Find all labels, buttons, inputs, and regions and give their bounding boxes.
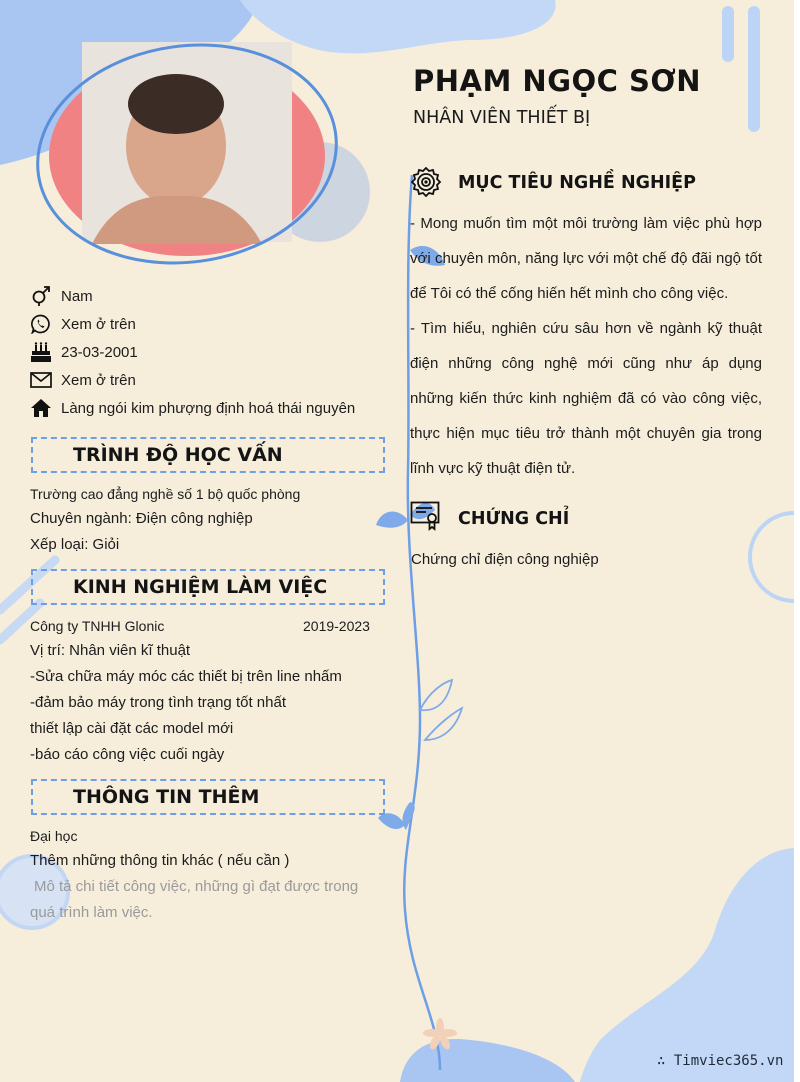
certificate-icon xyxy=(410,501,442,536)
experience-heading: KINH NGHIỆM LÀM VIỆC xyxy=(73,576,328,598)
bottom-blob xyxy=(400,1039,575,1082)
education-school: Trường cao đẳng nghề số 1 bộ quốc phòng xyxy=(30,486,301,502)
education-rank: Xếp loại: Giỏi xyxy=(30,536,120,553)
extra-heading-box xyxy=(31,779,385,815)
target-gear-icon xyxy=(410,166,442,203)
contact-birthday xyxy=(30,338,138,366)
experience-detail: -báo cáo công việc cuối ngày xyxy=(30,746,225,763)
whatsapp-icon xyxy=(30,313,52,335)
candidate-name: PHẠM NGỌC SƠN xyxy=(413,64,702,98)
job-title: NHÂN VIÊN THIẾT BỊ xyxy=(413,108,591,128)
bottom-right-blob xyxy=(580,848,794,1082)
contact-email xyxy=(30,366,136,394)
education-heading-box xyxy=(31,437,385,473)
deco-bar-1 xyxy=(722,6,734,62)
certificate-item: Chứng chỉ điện công nghiệp xyxy=(411,551,599,568)
brand-text: Timviec365.vn xyxy=(673,1053,784,1069)
right-ring xyxy=(750,513,794,601)
brand-logo-icon: ∴ xyxy=(657,1053,674,1069)
contact-gender xyxy=(30,282,93,310)
objective-heading: MỤC TIÊU NGHỀ NGHIỆP xyxy=(458,173,696,193)
email-text: Xem ở trên xyxy=(61,371,136,389)
birthday-text: 23-03-2001 xyxy=(61,343,138,361)
home-icon xyxy=(30,397,52,419)
address-text: Làng ngói kim phượng định hoá thái nguyên xyxy=(61,399,356,417)
birthday-cake-icon xyxy=(30,341,52,363)
experience-heading-box xyxy=(31,569,385,605)
gender-icon xyxy=(30,285,52,307)
experience-period: 2019-2023 xyxy=(303,618,370,634)
education-heading: TRÌNH ĐỘ HỌC VẤN xyxy=(73,444,283,466)
experience-position: Vị trí: Nhân viên kĩ thuật xyxy=(30,642,191,659)
extra-line: Đại học xyxy=(30,828,78,844)
certificates-heading: CHỨNG CHỈ xyxy=(458,509,570,529)
experience-detail: -đảm bảo máy trong tình trạng tốt nhất xyxy=(30,694,286,711)
experience-detail: thiết lập cài đặt các model mới xyxy=(30,720,234,737)
deco-bar-2 xyxy=(748,6,760,132)
experience-detail: -Sửa chữa máy móc các thiết bị trên line nhấm xyxy=(30,668,342,685)
extra-description: Mô tả chi tiết công việc, những gì đạt được trong xyxy=(34,878,359,895)
envelope-icon xyxy=(30,369,52,391)
phone-text: Xem ở trên xyxy=(61,315,136,333)
gender-text: Nam xyxy=(61,287,93,305)
contact-phone xyxy=(30,310,136,338)
extra-line: Thêm những thông tin khác ( nếu cần ) xyxy=(30,852,290,869)
footer-brand[interactable] xyxy=(657,1053,783,1069)
objective-text xyxy=(410,206,762,486)
experience-company: Công ty TNHH Glonic xyxy=(30,618,165,634)
objective-paragraph: - Tìm hiểu, nghiên cứu sâu hơn về ngành kỹ thuật điện những công nghệ mới cũng như áp dụng những kiến thức kinh nghiệm đã có vào công việc, thực hiện mục tiêu trở thành một chuyên gia trong lĩnh vực kỹ thuật điện tử. xyxy=(410,320,762,477)
contact-address xyxy=(30,394,355,422)
profile-photo xyxy=(22,34,352,274)
education-major: Chuyên ngành: Điện công nghiệp xyxy=(30,510,253,527)
objective-paragraph: - Mong muốn tìm một môi trường làm việc phù hợp với chuyên môn, năng lực với một chế độ đãi ngộ tốt để Tôi có thể cống hiến hết mình cho công việc. xyxy=(410,215,762,302)
extra-heading: THÔNG TIN THÊM xyxy=(73,786,260,808)
extra-description: quá trình làm việc. xyxy=(30,904,153,921)
